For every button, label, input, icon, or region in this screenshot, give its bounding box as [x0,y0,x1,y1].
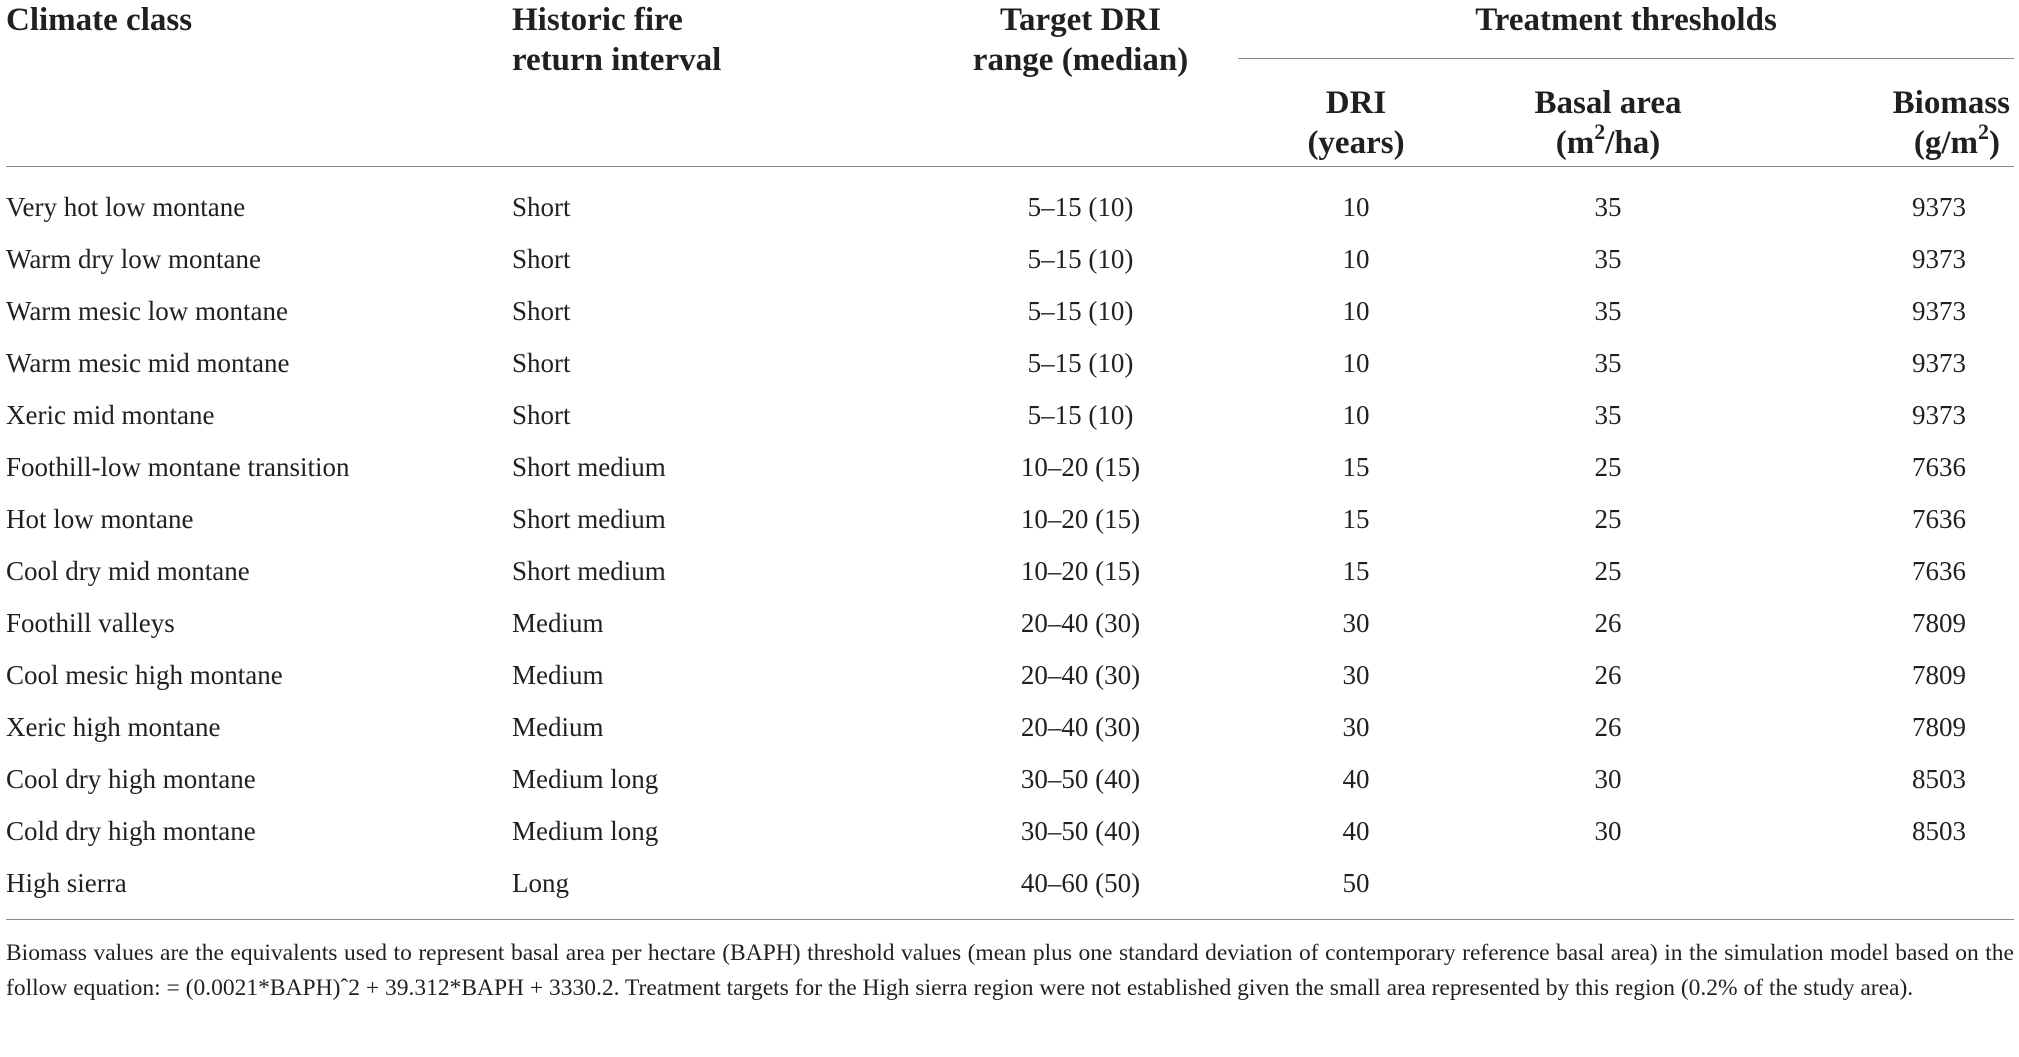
cell-basal-area: 25 [1594,451,1622,482]
cell-climate-class: Very hot low montane [6,191,246,222]
header-target-dri-line1: Target DRI [999,2,1162,38]
cell-dri: 15 [1342,555,1370,586]
header-treatment-thresholds [1238,0,2014,59]
table-row [6,649,2014,701]
header-treatment-thresholds-text: Treatment thresholds [1475,2,1777,38]
table-header [6,0,2014,167]
table-row [6,337,2014,389]
cell-biomass: 9373 [1912,347,1967,378]
cell-biomass: 7809 [1912,607,1967,638]
header-dri-line1: DRI [1325,85,1387,121]
table-row [6,167,2014,234]
table-row [6,233,2014,285]
cell-dri: 15 [1342,451,1370,482]
cell-basal-area: 25 [1594,503,1622,534]
cell-basal-area: 35 [1594,243,1622,274]
header-biomass-unit: $(g/m^2)$ [1913,119,2001,161]
cell-basal-area: 25 [1594,555,1622,586]
cell-dri: 10 [1342,243,1370,274]
cell-biomass [1742,857,2014,920]
cell-climate-class: Warm mesic mid montane [6,347,290,378]
cell-target-dri: 20–40 (30) [1020,711,1141,742]
table-row [6,805,2014,857]
cell-dri: 10 [1342,347,1370,378]
cell-climate-class: Foothill valleys [6,607,175,638]
header-fire-interval [512,0,893,167]
cell-climate-class: Xeric mid montane [6,399,215,430]
header-dri [1238,59,1474,167]
cell-target-dri: 5–15 (10) [1027,347,1134,378]
cell-climate-class: Cool mesic high montane [6,659,283,690]
cell-dri: 30 [1342,659,1370,690]
cell-target-dri: 10–20 (15) [1020,451,1141,482]
header-biomass [1742,59,2014,167]
cell-fire-interval: Medium [512,607,604,638]
cell-biomass: 9373 [1912,399,1967,430]
cell-target-dri: 5–15 (10) [1027,191,1134,222]
cell-biomass: 7636 [1912,555,1967,586]
cell-fire-interval: Short medium [512,555,666,586]
cell-climate-class: Cool dry high montane [6,763,256,794]
cell-basal-area: 30 [1594,763,1622,794]
cell-fire-interval: Short [512,347,571,378]
table-row [6,545,2014,597]
table-row [6,441,2014,493]
cell-fire-interval: Long [512,857,893,920]
cell-basal-area: 35 [1594,347,1622,378]
cell-fire-interval: Medium [512,659,604,690]
cell-fire-interval: Short medium [512,451,666,482]
cell-fire-interval: Medium long [512,815,659,846]
cell-fire-interval: Short [512,191,571,222]
cell-climate-class: Warm dry low montane [6,243,262,274]
cell-fire-interval: Short [512,243,571,274]
cell-dri: 30 [1342,607,1370,638]
cell-biomass: 9373 [1912,243,1967,274]
cell-biomass: 9373 [1912,191,1967,222]
header-basal-area-unit: $(m^2/ha)$ [1555,119,1661,161]
table-row [6,597,2014,649]
cell-basal-area: 35 [1594,191,1622,222]
cell-fire-interval: Short medium [512,503,666,534]
cell-target-dri: 30–50 (40) [1020,815,1141,846]
cell-target-dri: 20–40 (30) [1020,659,1141,690]
cell-fire-interval: Medium long [512,763,659,794]
cell-climate-class: Xeric high montane [6,711,221,742]
cell-climate-class: Warm mesic low montane [6,295,288,326]
cell-basal-area: 26 [1594,659,1622,690]
cell-dri: 40 [1342,763,1370,794]
cell-climate-class: Cold dry high montane [6,815,256,846]
table-body [6,167,2014,920]
cell-biomass: 8503 [1912,763,1967,794]
cell-biomass: 7636 [1912,451,1967,482]
cell-dri: 40 [1342,815,1370,846]
cell-basal-area: 26 [1594,711,1622,742]
cell-biomass: 7809 [1912,711,1967,742]
cell-basal-area: 30 [1594,815,1622,846]
cell-biomass: 7636 [1912,503,1967,534]
cell-biomass: 8503 [1912,815,1967,846]
cell-basal-area: 26 [1594,607,1622,638]
header-climate-class-text: Climate class [6,2,193,38]
cell-target-dri: 30–50 (40) [1020,763,1141,794]
cell-dri: 15 [1342,503,1370,534]
table-footnote: Biomass values are the equivalents used to represent basal area per hectare (BAPH) threshold values (mean plus one standard deviation of contemporary reference basal area) in the simulation model based on the follow equation: = (0.0021*BAPH)ˆ2 + 39.312*BAPH + 3330.2. Treatment targets for the High sierra region were not established given the small area represented by this region (0.2% of the study area). [6,940,2014,1001]
cell-biomass: 9373 [1912,295,1967,326]
table-container [6,0,2014,1006]
header-biomass-line1: Biomass [1892,85,2011,121]
cell-target-dri: 10–20 (15) [1020,503,1141,534]
header-target-dri [893,0,1238,167]
header-climate-class [6,0,512,167]
cell-basal-area [1474,857,1742,920]
header-basal-area-line1: Basal area [1534,85,1682,121]
cell-basal-area: 35 [1594,399,1622,430]
cell-target-dri: 5–15 (10) [1027,243,1134,274]
cell-target-dri: 10–20 (15) [1020,555,1141,586]
cell-target-dri: 5–15 (10) [1027,399,1134,430]
table-row [6,857,2014,920]
cell-dri: 10 [1342,399,1370,430]
table-row [6,701,2014,753]
cell-target-dri: 20–40 (30) [1020,607,1141,638]
cell-target-dri: 5–15 (10) [1027,295,1134,326]
table-row [6,285,2014,337]
climate-threshold-table [6,0,2014,920]
cell-climate-class: Foothill-low montane transition [6,451,350,482]
table-row [6,493,2014,545]
cell-dri: 30 [1342,711,1370,742]
cell-fire-interval: Short [512,295,571,326]
header-fire-interval-line2: return interval [512,42,722,78]
table-row [6,753,2014,805]
cell-biomass: 7809 [1912,659,1967,690]
cell-dri: 50 [1238,857,1474,920]
cell-fire-interval: Medium [512,711,604,742]
header-fire-interval-line1: Historic fire [512,2,683,38]
cell-dri: 10 [1342,191,1370,222]
cell-climate-class: Cool dry mid montane [6,555,250,586]
cell-target-dri: 40–60 (50) [893,857,1238,920]
cell-fire-interval: Short [512,399,571,430]
cell-climate-class: High sierra [6,857,512,920]
cell-dri: 10 [1342,295,1370,326]
cell-climate-class: Hot low montane [6,503,194,534]
header-basal-area [1474,59,1742,167]
header-dri-line2: (years) [1307,125,1405,161]
cell-basal-area: 35 [1594,295,1622,326]
header-target-dri-line2: range (median) [972,42,1189,78]
table-row [6,389,2014,441]
